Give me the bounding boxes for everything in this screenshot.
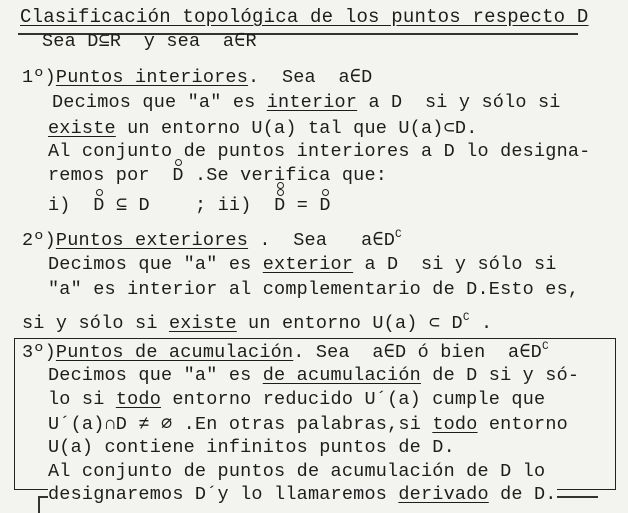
text: designaremos D´y lo llamaremos	[48, 484, 399, 505]
text: .	[469, 313, 493, 334]
interior-symbol: D	[172, 165, 184, 186]
emphasis: todo	[432, 414, 478, 435]
text: entorno	[477, 414, 568, 435]
section-1-line-2	[48, 117, 478, 139]
text: a D si y sólo si	[357, 92, 561, 113]
section-3-line-1	[48, 365, 579, 386]
section-3-line-4: U(a) contiene infinitos puntos de D.	[48, 437, 455, 458]
emphasis: derivado	[398, 484, 489, 505]
section-2-title: Puntos exteriores	[55, 230, 249, 251]
emphasis: de acumulación	[262, 365, 421, 386]
text: U´(a)∩D ≠ ∅ .En otras palabras,si	[48, 414, 433, 435]
section-1-number: 1º)	[22, 67, 56, 88]
section-3-line-5: Al conjunto de puntos de acumulación de D lo	[48, 461, 546, 482]
interior-symbol: D	[93, 195, 105, 216]
section-2-line-2: "a" es interior al complementario de D.Esto es,	[48, 279, 580, 300]
text: ⊆ D ; ii)	[104, 195, 275, 216]
text: lo si	[48, 389, 116, 410]
section-2-heading	[22, 229, 402, 251]
section-3-line-3	[48, 413, 568, 435]
section-2-line-3	[22, 312, 492, 334]
text: un entorno U(a) ⊂ D	[236, 313, 463, 334]
text: de D si y só-	[420, 365, 580, 386]
page-title: Clasificación topológica de los puntos respecto D	[20, 6, 589, 28]
section-1-title: Puntos interiores	[55, 67, 249, 88]
text: a D si y sólo si	[353, 254, 557, 275]
section-3-number: 3º)	[22, 342, 56, 363]
section-1-line-3: Al conjunto de puntos interiores a D lo designa-	[48, 141, 591, 162]
section-1-tail: . Sea a∈D	[248, 67, 373, 88]
text: remos por	[48, 165, 173, 186]
section-3-heading	[22, 341, 549, 363]
text: Decimos que "a" es	[52, 92, 267, 113]
text: =	[285, 195, 320, 216]
text: de D.	[488, 484, 557, 505]
emphasis: interior	[266, 92, 358, 113]
text: un entorno U(a) tal que U(a)⊂D.	[115, 118, 478, 139]
section-3-line-6	[48, 484, 557, 505]
emphasis: exterior	[262, 254, 354, 275]
interior-symbol: D	[319, 195, 331, 216]
text: entorno reducido U´(a) cumple que	[161, 389, 546, 410]
section-2-number: 2º)	[22, 230, 56, 251]
section-2-line-1	[48, 254, 557, 275]
superscript: C	[395, 229, 402, 241]
superscript: C	[541, 341, 549, 353]
intro-line: Sea D⊆R y sea a∈R	[42, 31, 257, 52]
superscript: C	[462, 312, 470, 324]
section-1-line-1	[52, 92, 561, 113]
double-interior-symbol: D	[274, 195, 286, 216]
section-3-line-2	[48, 389, 545, 410]
emphasis: existe	[48, 118, 116, 139]
text: i)	[48, 195, 94, 216]
emphasis: todo	[115, 389, 162, 410]
text: Decimos que "a" es	[48, 365, 263, 386]
section-1-line-5	[48, 194, 331, 216]
text: si y sólo si	[22, 313, 169, 334]
section-3-tail: . Sea a∈D ó bien a∈D	[293, 342, 542, 363]
emphasis: existe	[168, 313, 237, 334]
bottom-rule-edge	[38, 496, 40, 513]
section-2-tail: . Sea a∈D	[248, 230, 396, 251]
text: .Se verifica que:	[183, 165, 388, 186]
section-3-title: Puntos de acumulación	[55, 342, 294, 363]
section-1-line-4	[48, 165, 387, 186]
text: Decimos que "a" es	[48, 254, 263, 275]
section-1-heading	[22, 66, 372, 88]
